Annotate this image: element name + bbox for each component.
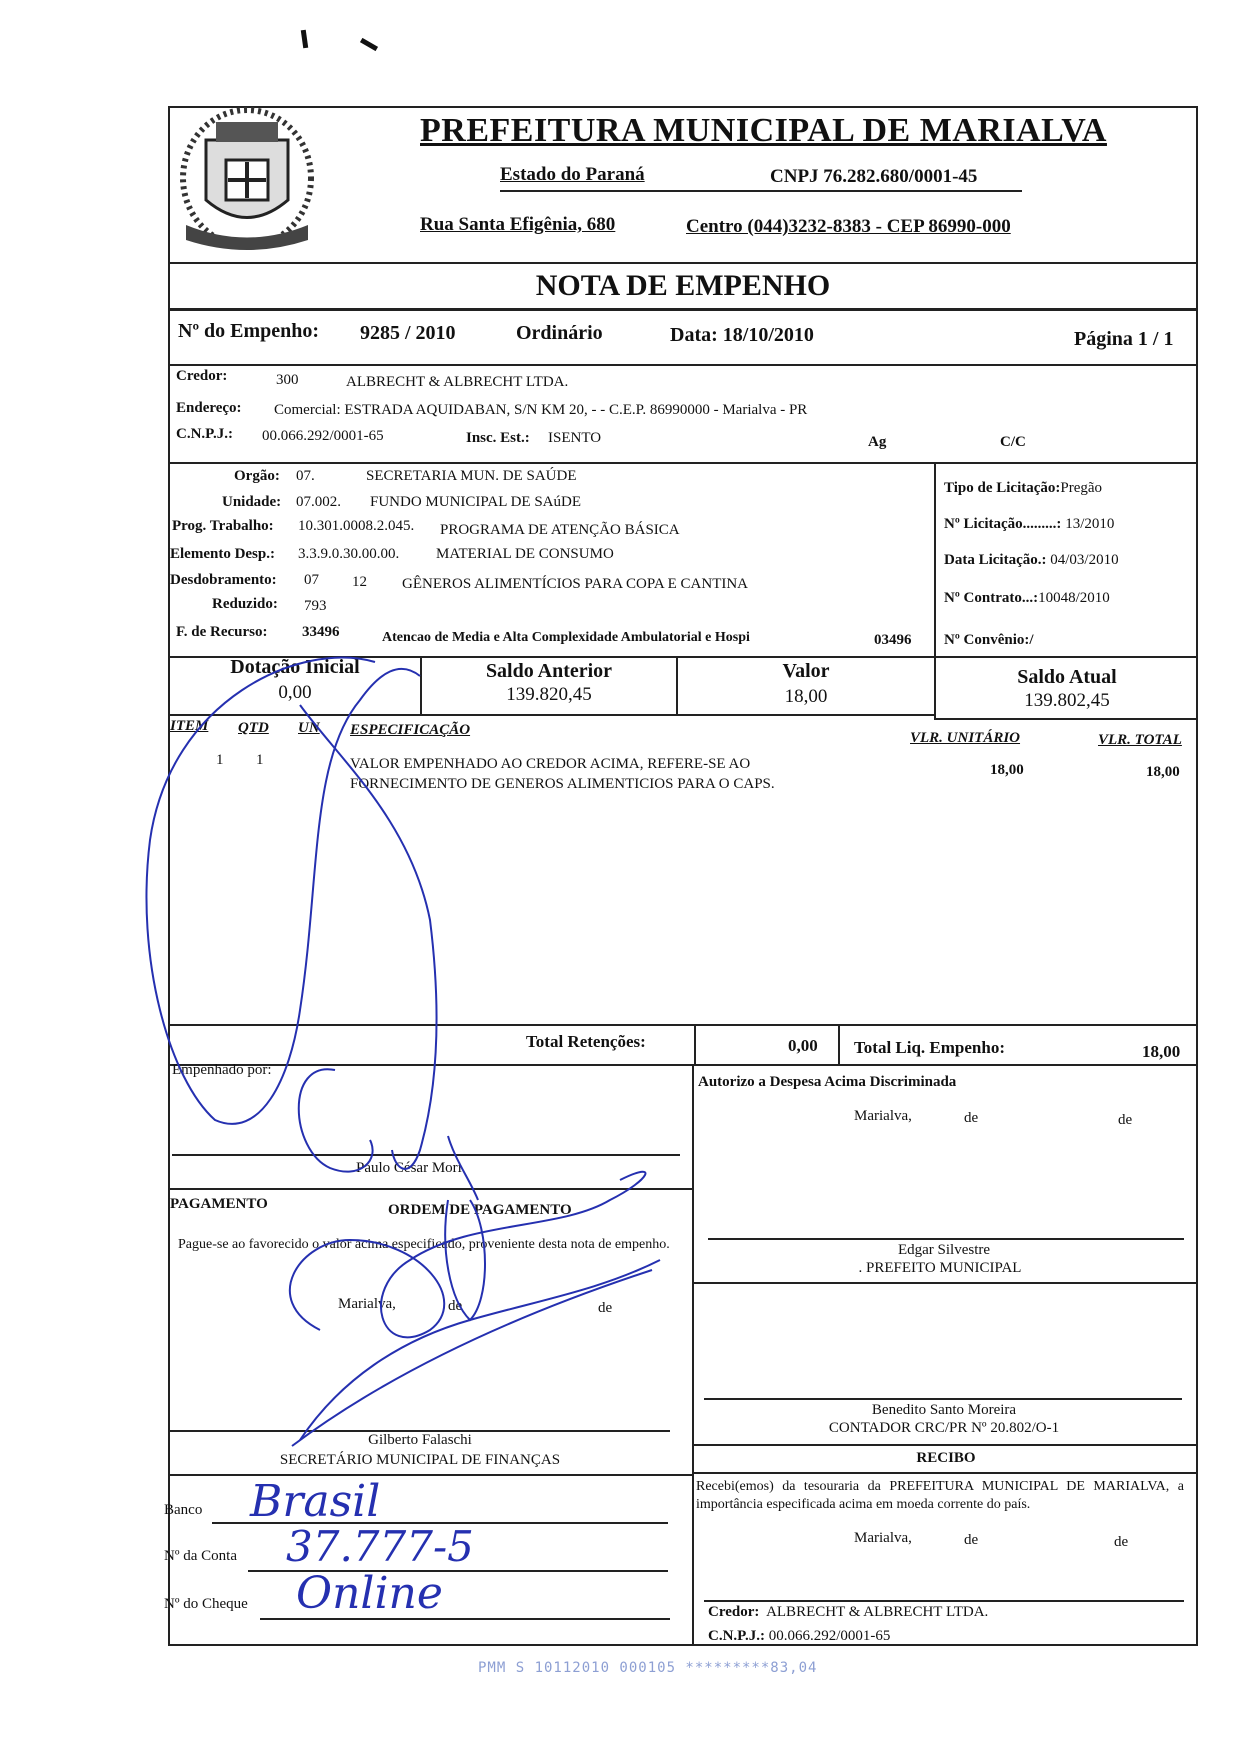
saldo-anterior-value: 139.820,45 — [506, 684, 592, 705]
prog-label: Prog. Trabalho: — [172, 518, 274, 534]
dotacao-inicial-label: Dotação Inicial — [230, 656, 360, 678]
licitacao-numero: Nº Licitação.........: 13/2010 — [944, 516, 1115, 532]
banco-label: Banco — [164, 1502, 203, 1518]
address-street: Rua Santa Efigênia, 680 — [420, 214, 616, 235]
insc-label: Insc. Est.: — [466, 430, 530, 446]
coat-of-arms-logo — [176, 100, 318, 260]
credor-name: ALBRECHT & ALBRECHT LTDA. — [346, 374, 569, 390]
licitacao-tipo: Tipo de Licitação:Pregão — [944, 480, 1103, 496]
pagamento-text: Pague-se ao favorecido o valor acima especificado, proveniente desta nota de empenho. — [178, 1237, 670, 1252]
document-title: NOTA DE EMPENHO — [535, 269, 831, 302]
elemento-label: Elemento Desp.: — [170, 546, 275, 562]
convenio-numero: Nº Convênio:/ — [944, 632, 1034, 648]
address-rest: Centro (044)3232-8383 - CEP 86990-000 — [686, 216, 1011, 237]
pagamento-de-1: de — [448, 1298, 463, 1314]
pagamento-label: PAGAMENTO — [170, 1196, 268, 1212]
valor-label: Valor — [782, 660, 830, 682]
cc-label: C/C — [1000, 434, 1026, 450]
cheque-handwritten: Online — [296, 1568, 443, 1619]
contador-cargo: CONTADOR CRC/PR Nº 20.802/O-1 — [828, 1420, 1060, 1436]
recibo-credor: Credor: ALBRECHT & ALBRECHT LTDA. — [708, 1604, 989, 1620]
saldo-anterior-label: Saldo Anterior — [485, 660, 613, 682]
pagamento-de-2: de — [598, 1300, 613, 1316]
orgao-name: SECRETARIA MUN. DE SAÚDE — [366, 468, 577, 484]
banco-handwritten: Brasil — [250, 1476, 381, 1527]
licitacao-data: Data Licitação.: 04/03/2010 — [944, 552, 1119, 568]
col-valor-total: VLR. TOTAL — [1098, 732, 1182, 748]
org-title: PREFEITURA MUNICIPAL DE MARIALVA — [420, 112, 1107, 149]
conta-label: Nº da Conta — [164, 1548, 237, 1564]
elemento-name: MATERIAL DE CONSUMO — [436, 546, 614, 562]
prog-name: PROGRAMA DE ATENÇÃO BÁSICA — [440, 522, 680, 538]
total-retencoes-value: 0,00 — [788, 1036, 818, 1055]
empenho-number: 9285 / 2010 — [360, 322, 456, 344]
row-espec-line-2: FORNECIMENTO DE GENEROS ALIMENTICIOS PARA O CAPS. — [350, 776, 775, 792]
secretario-cargo: SECRETÁRIO MUNICIPAL DE FINANÇAS — [279, 1452, 561, 1468]
recibo-label: RECIBO — [916, 1450, 976, 1466]
desdobramento-label: Desdobramento: — [170, 572, 277, 588]
machine-stamp: PMM S 10112010 000105 *********83,04 — [478, 1660, 818, 1676]
autorizo-de-2: de — [1118, 1112, 1133, 1128]
endereco-label: Endereço: — [176, 400, 242, 416]
row-espec-line-1: VALOR EMPENHADO AO CREDOR ACIMA, REFERE-SE AO — [350, 756, 751, 772]
row-qtd: 1 — [256, 752, 264, 768]
desdobramento-a: 07 — [304, 572, 319, 588]
credor-label: Credor: — [176, 368, 228, 384]
conta-handwritten: 37.777-5 — [286, 1522, 474, 1571]
scan-mark — [360, 38, 378, 51]
prefeito-nome: Edgar Silvestre — [897, 1242, 991, 1258]
empenhado-nome: Paulo César Mori — [356, 1160, 462, 1176]
org-cnpj: CNPJ 76.282.680/0001-45 — [770, 166, 978, 187]
pagamento-cidade: Marialva, — [338, 1296, 396, 1312]
dotacao-inicial-value: 0,00 — [278, 682, 312, 703]
col-especificacao: ESPECIFICAÇÃO — [350, 722, 471, 738]
autorizo-cidade: Marialva, — [854, 1108, 912, 1124]
recurso-code-2: 03496 — [874, 632, 912, 648]
col-item: ITEM — [170, 718, 209, 734]
elemento-code: 3.3.9.0.30.00.00. — [298, 546, 400, 562]
saldo-atual-value: 139.802,45 — [1024, 690, 1110, 711]
recibo-text: Recebi(emos) da tesouraria da PREFEITURA MUNICIPAL DE MARIALVA, a importância especificada acima em moeda corrente do país. — [696, 1479, 1184, 1512]
unidade-code: 07.002. — [296, 494, 341, 510]
ordem-pagamento-label: ORDEM DE PAGAMENTO — [388, 1202, 572, 1218]
credor-cnpj-label: C.N.P.J.: — [176, 426, 233, 442]
orgao-label: Orgão: — [234, 468, 280, 484]
recurso-label: F. de Recurso: — [176, 624, 268, 640]
credor-address: Comercial: ESTRADA AQUIDABAN, S/N KM 20, - - C.E.P. 86990000 - Marialva - PR — [274, 402, 808, 418]
unidade-name: FUNDO MUNICIPAL DE SAúDE — [370, 494, 581, 510]
total-liquido-label: Total Liq. Empenho: — [854, 1038, 1005, 1057]
saldo-atual-label: Saldo Atual — [1017, 666, 1117, 688]
recurso-code: 33496 — [302, 624, 340, 640]
empenho-date: Data: 18/10/2010 — [670, 324, 814, 346]
cheque-label: Nº do Cheque — [164, 1596, 248, 1612]
unidade-label: Unidade: — [222, 494, 282, 510]
row-valor-total: 18,00 — [1146, 764, 1180, 780]
empenho-type: Ordinário — [516, 322, 603, 344]
recibo-de-2: de — [1114, 1534, 1129, 1550]
autorizo-de-1: de — [964, 1110, 979, 1126]
recurso-name: Atencao de Media e Alta Complexidade Ambulatorial e Hospi — [382, 630, 750, 645]
ag-label: Ag — [868, 434, 887, 450]
recibo-cnpj: C.N.P.J.: 00.066.292/0001-65 — [708, 1628, 891, 1644]
credor-cnpj: 00.066.292/0001-65 — [262, 428, 384, 444]
row-item: 1 — [216, 752, 224, 768]
orgao-code: 07. — [296, 468, 315, 484]
contrato-numero: Nº Contrato...:10048/2010 — [944, 590, 1110, 606]
state-name: Estado do Paraná — [500, 164, 645, 185]
col-valor-unitario: VLR. UNITÁRIO — [910, 730, 1021, 746]
col-un: UN — [298, 720, 320, 736]
autorizo-label: Autorizo a Despesa Acima Discriminada — [698, 1074, 957, 1090]
secretario-nome: Gilberto Falaschi — [368, 1432, 472, 1448]
reduzido-value: 793 — [304, 598, 327, 614]
page-number: Página 1 / 1 — [1074, 328, 1174, 350]
credor-code: 300 — [276, 372, 299, 388]
scan-mark — [301, 30, 308, 49]
reduzido-label: Reduzido: — [212, 596, 278, 612]
empenhado-label: Empenhado por: — [172, 1062, 272, 1078]
recibo-cidade: Marialva, — [854, 1530, 912, 1546]
recibo-de-1: de — [964, 1532, 979, 1548]
desdobramento-name: GÊNEROS ALIMENTÍCIOS PARA COPA E CANTINA — [402, 576, 749, 592]
col-qtd: QTD — [238, 720, 269, 736]
total-liquido-value: 18,00 — [1142, 1042, 1181, 1061]
contador-nome: Benedito Santo Moreira — [871, 1402, 1017, 1418]
insc-value: ISENTO — [548, 430, 602, 446]
desdobramento-b: 12 — [352, 574, 367, 590]
row-valor-unitario: 18,00 — [990, 762, 1024, 778]
total-retencoes-label: Total Retenções: — [526, 1032, 646, 1051]
empenho-number-label: Nº do Empenho: — [178, 320, 320, 342]
valor-value: 18,00 — [784, 686, 828, 707]
prog-code: 10.301.0008.2.045. — [298, 518, 415, 534]
prefeito-cargo: . PREFEITO MUNICIPAL — [858, 1260, 1022, 1276]
